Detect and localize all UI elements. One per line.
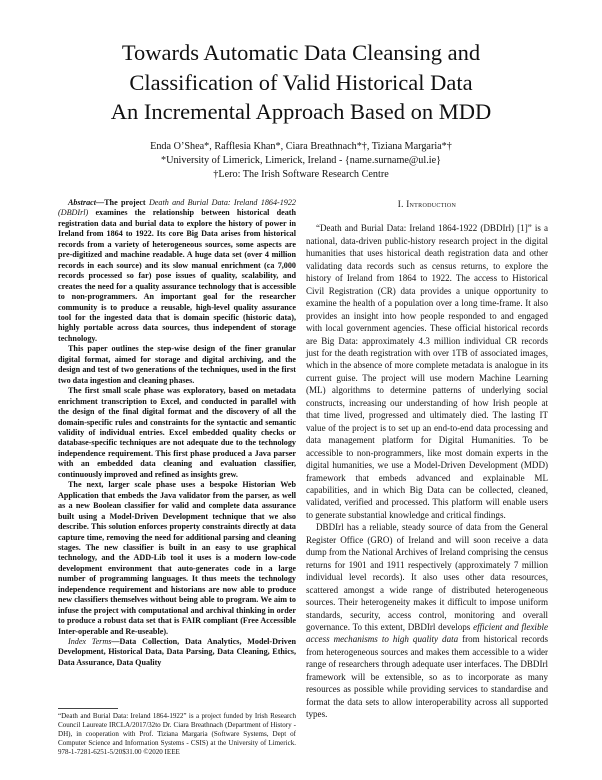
- author-block: [40, 140, 562, 181]
- index-terms-label: Index Terms: [68, 637, 112, 647]
- author-names: Enda O’Shea*, Rafflesia Khan*, Ciara Breathnach*†, Tiziana Margaria*†: [150, 141, 452, 152]
- intro-p2-text-a: DBDIrl has a reliable, steady source of data from the General Register Office (GRO) of Ireland and will soon receive a data dump from the National Archives of Ireland comprising the census returns for 1901 and 1911 respectively (approximately 7 million individual level records). It also uses other data resources, scattered amongst a wide range of distributed heterogeneous sources. Their heterogeneity makes it difficult to impose uniform standards, security, access control, monitoring and overall governance. To this extent, DBDIrl develops: [306, 522, 548, 632]
- intro-paragraph-1: “Death and Burial Data: Ireland 1864-1922 (DBDIrl) [1]” is a national, data-driven public-history research project in the digital humanities that uses historical death registration data and other validating data records such as census returns, to explore the history of Ireland from 1864 to 1922. The access to Historical Civil Registration (CR) data provides a unique opportunity to examine the health of a population over a long time-frame. It also provides an insight into how people responded to and engaged with local government agencies. These official historical records are Big Data: approximately 4.3 million individual CR records just for the death registration with over 1TB of associated images, which in the absence of more complete metadata is analogue in its current guise. The project will use modern Machine Learning (ML) algorithms to determine patterns of underlying social constructs, increasing our understanding of how Irish people at that time lived, progressed and ultimately died. The lasting IT value of the project is to set up an end-to-end data processing and data management platform for Digital Humanities. To be accessible to non-programmers, like most domain experts in the digital humanities, we use a Model-Driven Development (MDD) framework that embeds advanced and explainable ML capabilities, and in which Big Data can be collected, cleaned, validated, verified and processed. This platform will enable users to generate substantial knowledge and critical findings.: [306, 223, 548, 520]
- intro-paragraph-2: [306, 521, 548, 720]
- index-terms: [58, 637, 296, 668]
- abstract-dash: —The project: [96, 198, 149, 207]
- title-line-2: Classification of Valid Historical Data: [129, 69, 473, 95]
- abstract-paragraph-3: The first small scale phase was exploratory, based on metadata enrichment transcription to Excel, and conducted in parallel with the design of the final digital format and the discovery of all the domain-specific rules and constraints for the syntactic and semantic validity of individual entries. Excel embedded quality checks or database-specific techniques are not adequate due to the technology independence requirement. This first phase produced a Java parser with an embedded data cleaning and evaluation classifier, continuously improved and refined as insights grew.: [58, 386, 296, 479]
- abstract-paragraph-1: [58, 198, 296, 344]
- title-line-1: Towards Automatic Data Cleansing and: [121, 40, 481, 65]
- index-terms-text: —Data Collection, Data Analytics, Model-Driven Development, Historical Data, Data Parsing, Data Cleaning, Ethics, Data Assurance, Data Quality: [58, 637, 296, 667]
- affiliation-ul: *University of Limerick, Limerick, Ireland - {name.surname@ul.ie}: [161, 154, 441, 166]
- intro-p2-text-b: from historical records from heterogeneous sources and makes them accessible to a wider range of researchers through adequate user interfaces. The DBDIrl framework will be extensible, so as to incorporate as many resources as possible while providing services to standardise and format the data sets to allow interoperability across all supported types.: [306, 634, 548, 720]
- paper-title: [40, 38, 562, 127]
- section-heading-introduction: I. Introduction: [397, 199, 457, 209]
- footnote-rule: [58, 708, 118, 709]
- abstract-paragraph-4: The next, larger scale phase uses a bespoke Historian Web Application that embeds the Java validator from the parser, as well as a new Boolean classifier for valid and complete data assurance built using a Model-Driven Development technique that we also describe. This solution enforces property constraints directly at data capture time, removing the need for additional parsing and cleaning stages. The new classifier is built in an easy to use graphical technology, and the ADD-Lib tool it uses is a modern low-code development environment that auto-generates code in a large number of programming languages. It thus meets the technology independence requirement and historians are now able to produce new classifiers themselves without being able to program. We aim to infuse the project with computational and archival thinking in order to produce a robust data set that is FAIR compliant (Free Accessible Inter-operable and Re-useable).: [58, 480, 296, 636]
- affiliation-lero: †Lero: The Irish Software Research Centre: [213, 168, 389, 180]
- title-line-3: An Incremental Approach Based on MDD: [110, 99, 492, 124]
- right-column: [306, 198, 548, 721]
- footnote: “Death and Burial Data: Ireland 1864-1922” is a project funded by Irish Research Council Laureate IRCLA/2017/32to Dr. Ciara Breathnach (Department of History - DH), in cooperation with Prof. Tiziana Margaria (Software Systems, Dept of Computer Science and Information Systems - CSIS) at the University of Limerick. 978-1-7281-6251-5/20$31.00 ©2020 IEEE: [58, 712, 296, 756]
- intro-p2-emphasis: efficient and flexible access mechanisms to high quality data: [306, 621, 548, 645]
- abstract-paragraph-2: This paper outlines the step-wise design of the finer granular digital format, aimed for storage and digital archiving, and the design and test of two generations of the techniques, used in the first two data ingestion and cleaning phases.: [58, 344, 296, 385]
- project-name: Death and Burial Data: Ireland 1864-1922 (DBDIrl): [58, 198, 296, 218]
- left-column: [58, 198, 296, 668]
- abstract-p1-text: examines the relationship between historical death registration data and burial data to explore the history of power in Ireland from 1864 to 1922. Its core Big Data arises from historical records from a variety of heterogeneous sources, some aspects are pre-digitized and machine readable. A huge data set (over 4 million records in each source) and its slow manual enrichment (ca 7,000 records processed so far) pose issues of quality, scalability, and creates the need for a quality assurance technology that is accessible to non-programmers. An important goal for the researcher community is to produce a reusable, high-level quality assurance tool for the ingested data that is domain specific (historic data), highly portable across data sources, thus independent of storage technology.: [58, 208, 296, 343]
- abstract-label: Abstract: [68, 198, 96, 207]
